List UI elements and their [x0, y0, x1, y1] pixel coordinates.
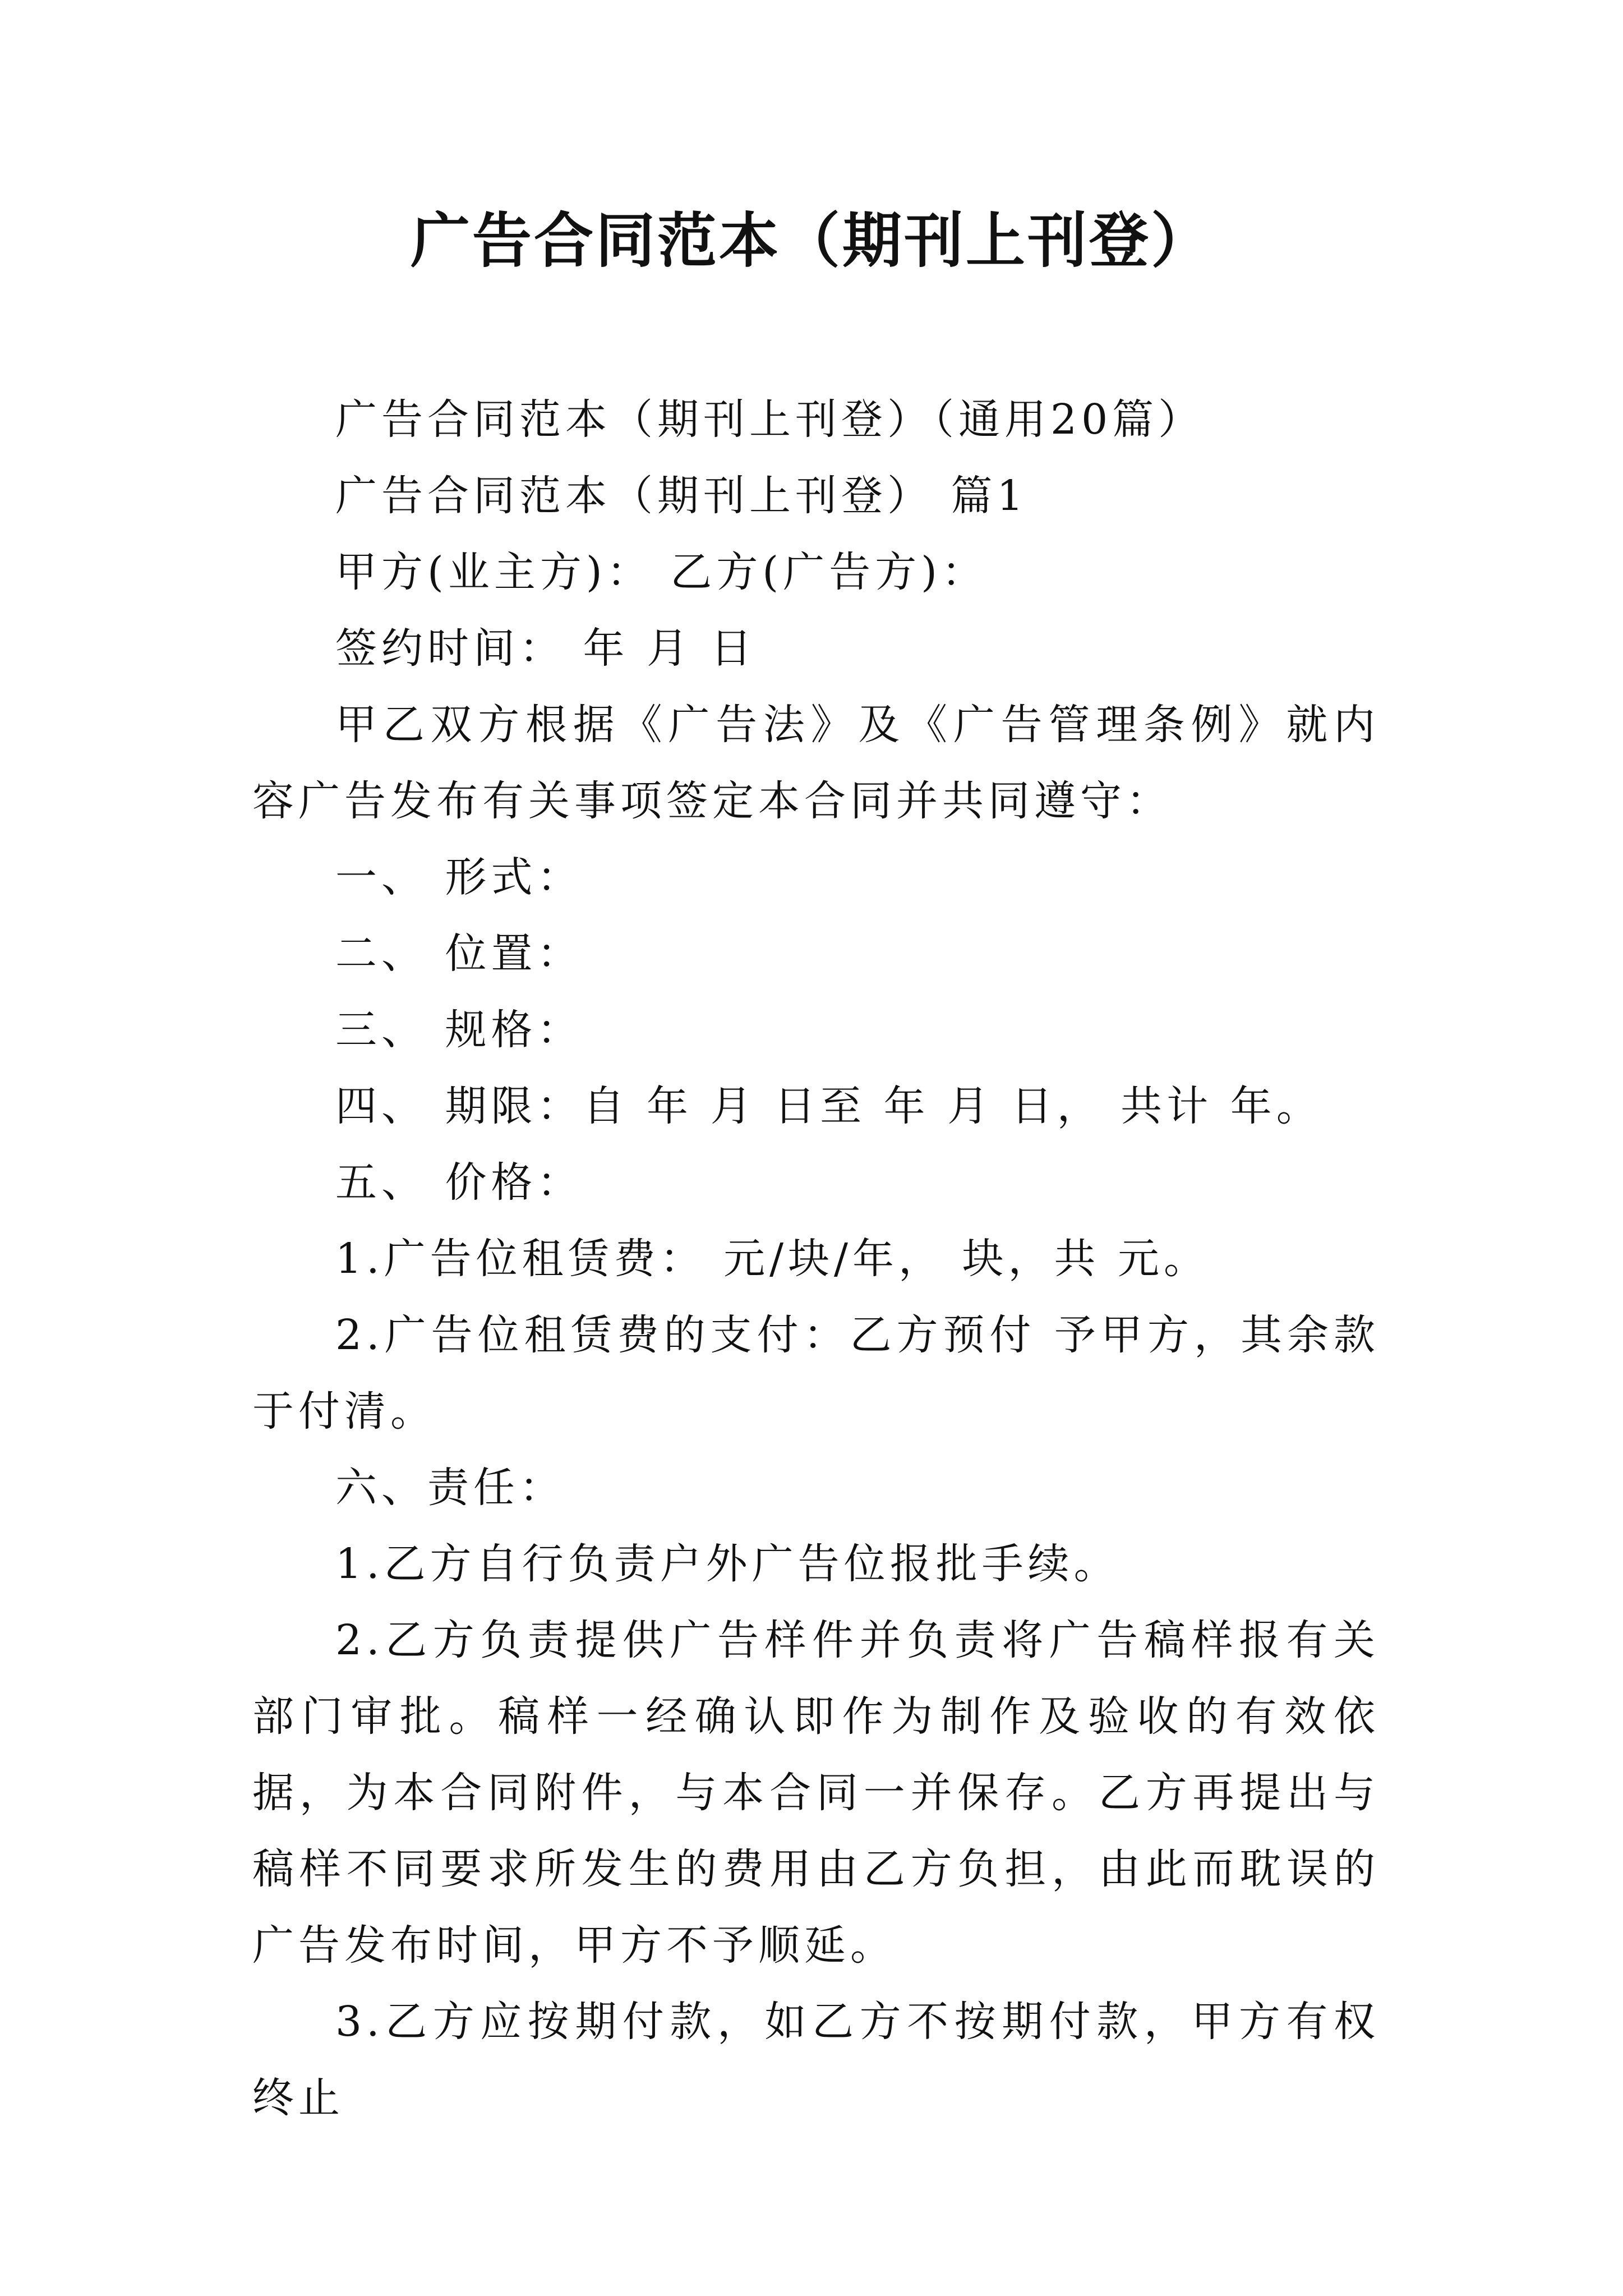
paragraph-subtitle: 广告合同范本（期刊上刊登）（通用20篇） [335, 395, 1205, 444]
paragraph-responsibility-item-2: 2.乙方负责提供广告样件并负责将广告稿样报有关部门审批。稿样一经确认即作为制作及验收的有效依据，为本合同附件，与本合同一并保存。乙方再提出与稿样不同要求所发生的费用由乙方负担，由此而耽误的广告发布时间，甲方不予顺延。 [252, 1616, 1380, 1970]
paragraph-section-heading: 广告合同范本（期刊上刊登） 篇1 [335, 472, 1028, 520]
paragraph-clause-term: 四、 期限：自 年 月 日至 年 月 日， 共计 年。 [335, 1082, 1322, 1130]
paragraph-price-item-2: 2.广告位租赁费的支付：乙方预付 予甲方，其余款于付清。 [252, 1311, 1380, 1435]
paragraph-responsibility-item-3: 3.乙方应按期付款，如乙方不按期付款，甲方有权终止 [252, 1998, 1380, 2122]
paragraph-responsibility-item-1: 1.乙方自行负责户外广告位报批手续。 [335, 1540, 1120, 1588]
paragraph-clause-spec: 三、 规格： [335, 1006, 583, 1054]
paragraph-parties: 甲方(业主方)： 乙方(广告方)： [335, 548, 988, 596]
paragraph-clause-responsibility: 六、责任： [335, 1464, 565, 1512]
paragraph-sign-date: 签约时间： 年 月 日 [335, 624, 757, 673]
paragraph-clause-position: 二、 位置： [335, 930, 583, 978]
paragraph-clause-form: 一、 形式： [335, 853, 583, 901]
document-title: 广告合同范本（期刊上刊登） [411, 206, 1212, 275]
paragraph-clause-price: 五、 价格： [335, 1158, 583, 1207]
paragraph-price-item-1: 1.广告位租赁费： 元/块/年， 块，共 元。 [335, 1235, 1210, 1283]
document-body [252, 381, 1380, 2136]
paragraph-preamble: 甲乙双方根据《广告法》及《广告管理条例》就内容广告发布有关事项签定本合同并共同遵守： [252, 701, 1380, 825]
